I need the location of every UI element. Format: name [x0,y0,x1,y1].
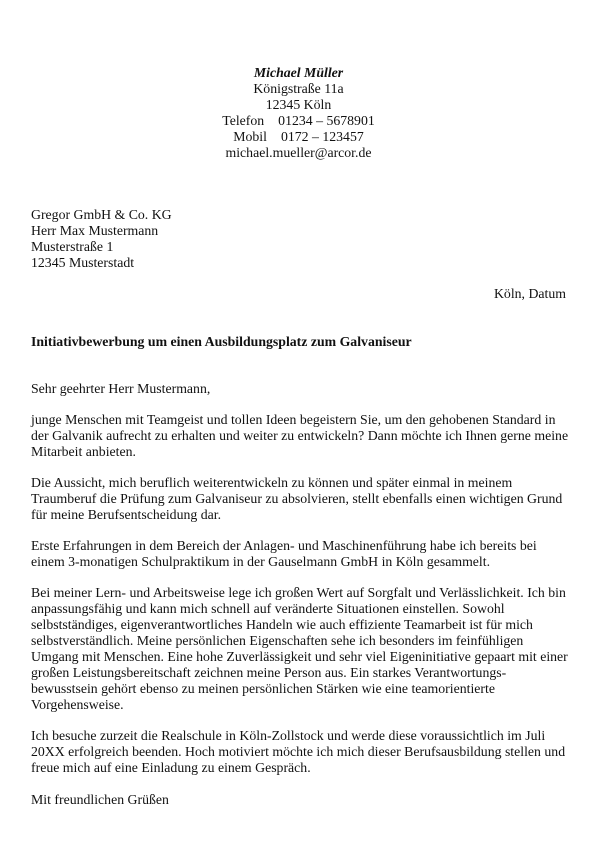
sender-city: 12345 Köln [265,97,332,112]
letter-line: junge Menschen mit Teamgeist und tollen Ideen begeistern Sie, um den gehobenen Standard in [31,412,556,427]
letter-line: anpassungsfähig und kann mich schnell auf veränderte Situationen einstellen. Sowohl [31,601,505,616]
letter-line: einem 3-monatigen Schulpraktikum in der Gauselmann GmbH in Köln gesammelt. [31,554,491,569]
letter-line: 20XX erfolgreich beenden. Hoch motiviert möchte ich mich dieser Berufsausbildung stellen und [31,744,566,759]
paragraph-school [31,728,566,776]
sender-name: Michael Müller [253,65,344,80]
letter-line: selbstverständlich. Meine persönlichen Eigenschaften sehe ich besonders im feinfühligen [31,633,524,648]
place-date: Köln, Datum [493,286,566,301]
recipient-city: 12345 Musterstadt [31,255,135,270]
paragraph-intro [31,412,569,460]
recipient-company: Gregor GmbH & Co. KG [31,207,172,222]
recipient-street: Musterstraße 1 [31,239,114,254]
recipient-person: Herr Max Mustermann [31,223,159,238]
letter-line: Umgang mit Menschen. Eine hohe Zuverlässigkeit und sehr viel Eigeninitiative gepaart mit einer [31,649,568,664]
sender-street: Königstraße 11a [253,81,344,96]
letter-subject: Initiativbewerbung um einen Ausbildungsplatz zum Galvaniseur [31,334,412,349]
recipient-block [31,207,566,271]
letter-line: für meine Berufsentscheidung dar. [31,507,222,522]
sender-mobile-line [31,129,566,145]
sender-block [31,65,566,161]
sender-phone-label: Telefon [222,113,265,128]
paragraph-motivation [31,475,566,523]
closing: Mit freundlichen Grüßen [31,792,169,807]
sender-phone-line [31,113,566,129]
salutation: Sehr geehrter Herr Mustermann, [31,381,211,396]
paragraph-experience [31,538,566,570]
paragraph-qualities [31,585,566,713]
sender-mobile-label: Mobil [233,129,267,144]
letter-line: Erste Erfahrungen in dem Bereich der Anlagen- und Maschinenführung habe ich bereits bei [31,538,537,553]
letter-line: selbstständiges, eigenverantwortliches Handeln wie auch effiziente Teamarbeit ist für mich [31,617,533,632]
sender-phone: 01234 – 5678901 [278,113,375,128]
letter-line: Ich besuche zurzeit die Realschule in Köln-Zollstock und werde diese voraussichtlich im Juli [31,728,546,743]
sender-email: michael.mueller@arcor.de [225,145,372,160]
letter-line: Vorgehensweise. [31,697,124,712]
sender-mobile: 0172 – 123457 [280,129,364,144]
letter-line: Die Aussicht, mich beruflich weiterentwickeln zu können und später einmal in meinem [31,475,513,490]
letter-line: der Galvanik aufrecht zu erhalten und weiter zu entwickeln? Dann möchte ich Ihnen gerne meine [31,428,569,443]
letter-line: Bei meiner Lern- und Arbeitsweise lege ich großen Wert auf Sorgfalt und Verlässlichkeit. Ich bin [31,585,566,600]
letter-line: freue mich auf eine Einladung zu einem Gespräch. [31,760,311,775]
letter-line: großen Leistungsbereitschaft zeichnen meine Person aus. Ein starkes Verantwortungs- [31,665,507,680]
letter-line: Traumberuf die Prüfung zum Galvaniseur zu absolvieren, stellt ebenfalls einen wichtigen Grund [31,491,563,506]
letter-line: bewusstsein gehört ebenso zu meinen persönlichen Stärken wie eine teamorientierte [31,681,495,696]
letter-line: Mitarbeit anbieten. [31,444,136,459]
